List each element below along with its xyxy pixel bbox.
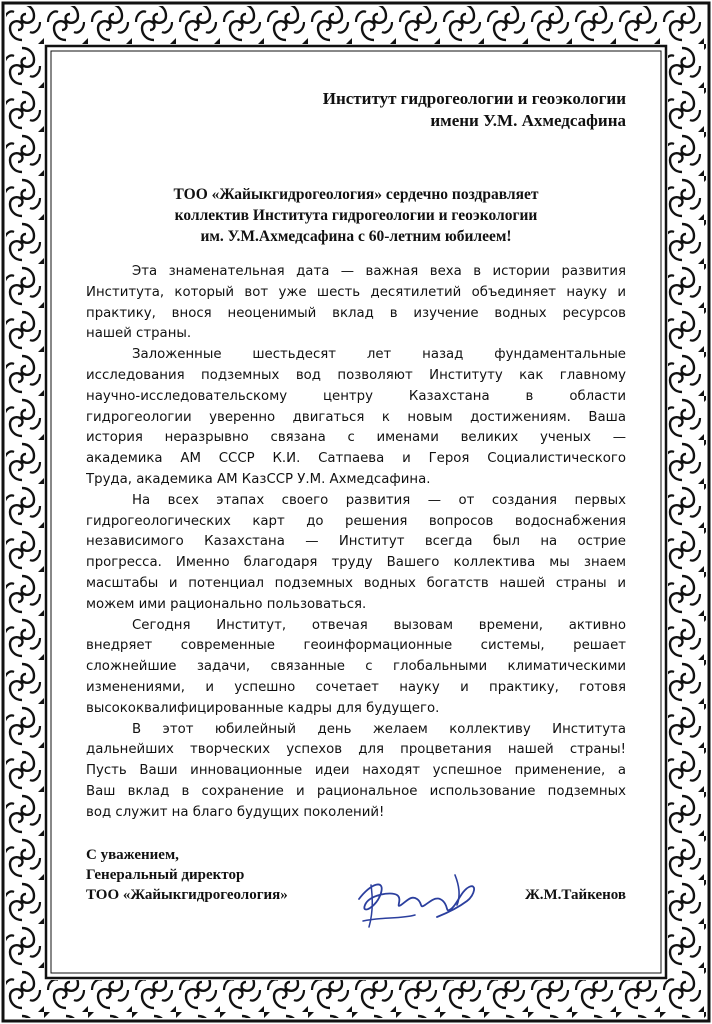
signer-company: ТОО «Жайыкгидрогеология» [86,887,288,903]
body-line: научно-исследовательскому центру Казахстана в области [86,388,626,404]
handwritten-signature [351,865,491,935]
signer-name: Ж.М.Тайкенов [524,887,626,903]
body-line: Пусть Ваши инновационные идеи находят успешное применение, а [86,763,626,779]
body-line: вод служит на благо будущих поколений! [86,804,385,820]
body-line: сложнейшие задачи, связанные с глобальными климатическими [86,659,626,675]
body-line: Заложенные шестьдесят лет назад фундаментальные [132,347,626,363]
body-line: нашей страны. [86,326,192,342]
body-line: масштабы и потенциал подземных водных богатств нашей страны и [86,575,626,591]
body-line: можем ими рационально пользоваться. [86,596,367,612]
body-line: исследования подземных вод позволяют Институту как главному [86,367,626,383]
body-line: гидрогеологических карт до решения вопросов водоснабжения [86,513,626,529]
body-line: прогресса. Именно благодаря труду Вашего коллектива мы знаем [86,555,626,571]
headline-line: ТОО «Жайыкгидрогеология» сердечно поздравляет [173,186,539,203]
letter-body [86,262,626,824]
body-line: Ваш вклад в сохранение и рациональное использование подземных [86,783,626,799]
body-line: дальнейших творческих успехов для процветания нашей страны! [86,742,626,758]
addressee-block [186,88,626,132]
body-line: Труда, академика АМ КазССР У.М. Ахмедсафина. [86,471,431,487]
headline-line: им. У.М.Ахмедсафина с 60-летним юбилеем! [200,228,512,245]
body-line: изменениями, и успешно сочетает науку и практику, готовя [86,679,626,695]
signer-position: Генеральный директор [86,867,245,883]
body-line: Института, который вот уже шесть десятилетий объединяет науку и [86,284,626,300]
addressee-line: Институт гидрогеологии и геоэкологии [322,89,626,108]
addressee-line: имени У.М. Ахмедсафина [430,111,626,130]
body-line: академика АМ СССР К.И. Сатпаева и Героя Социалистического [86,451,626,467]
body-line: На всех этапах своего развития — от создания первых [132,492,626,508]
headline-line: коллектив Института гидрогеологии и геоэкологии [174,207,538,224]
body-line: история неразрывно связана с именами великих ученых — [86,430,626,446]
body-line: Сегодня Институт, отвечая вызовам времени, активно [132,617,626,633]
body-line: Эта знаменательная дата — важная веха в истории развития [132,264,626,279]
body-line: высококвалифицированные кадры для будущего. [86,700,440,716]
body-line: практику, внося неоценимый вклад в изучение водных ресурсов [86,305,626,321]
body-line: независимого Казахстана — Институт всегда был на острие [86,534,626,550]
congratulation-headline [146,184,566,247]
body-line: гидрогеологии уверенно двигаться к новым достижениям. Ваша [86,409,626,425]
body-line: внедряет современные геоинформационные системы, решает [86,638,626,654]
closing-text: С уважением, [86,847,179,863]
body-line: В этот юбилейный день желаем коллективу Института [132,721,626,737]
signature-block [86,845,626,905]
